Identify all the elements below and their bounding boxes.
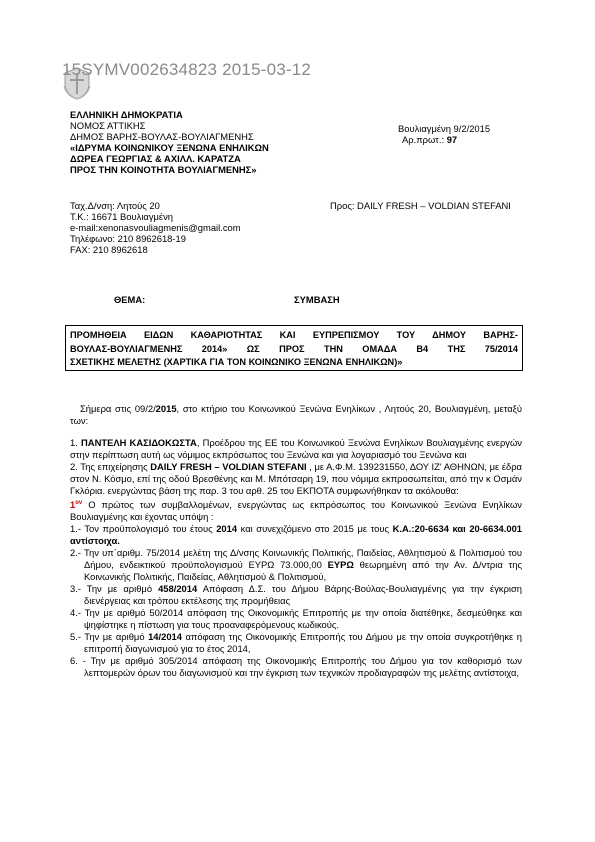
list-item: 3.- Την με αριθμό 458/2014 Απόφαση Δ.Σ. του Δήμου Βάρης-Βούλας-Βουλιαγμένης για την έγκριση διενέργειας και τρόπου εκτέλεσης της προμήθειας [70, 583, 522, 607]
email-line: e-mail:xenonasvouliagmenis@gmail.com [70, 222, 241, 233]
date-protocol [398, 123, 490, 145]
header-line: ΔΩΡΕΑ ΓΕΩΡΓΙΑΣ & ΑΧΙΛΛ. ΚΑΡΑΤΖΑ [70, 153, 241, 164]
sender-header [70, 109, 269, 175]
first-party-clause: $1^{o\nu}$ Ο πρώτος των συμβαλλομένων, ενεργώντας ως εκπρόσωπος του Κοινωνικού Ξενώνα Ενηλίκων Βουλιαγμένης και έχοντας υπόψη : [70, 499, 522, 523]
address-line: Ταχ.Δ/νση: Λητούς 20 [70, 200, 160, 211]
party-one: 1. ΠΑΝΤΕΛΗ ΚΑΣΙΔΟΚΩΣΤΑ, Προέδρου της ΕΕ του Κοινωνικού Ξενώνα Ενηλίκων Βουλιαγμένης ενεργών στην περίπτωση αυτή ως νόμιμος εκπρόσωπος του Ξενώνα και για λογαριασμό του Ξενώνα και [70, 437, 522, 460]
header-line: «ΙΔΡΥΜΑ ΚΟΙΝΩΝΙΚΟΥ ΞΕΝΩΝΑ ΕΝΗΛΙΚΩΝ [70, 142, 269, 153]
list-item: 1.- Τον προϋπολογισμό του έτους 2014 και συνεχιζόμενο στο 2015 με τους Κ.Α.:20-6634 και 20-6634.001 αντίστοιχα. [70, 523, 522, 547]
subject-value: ΣΥΜΒΑΣΗ [294, 294, 340, 305]
fax-line: FAX: 210 8962618 [70, 244, 148, 255]
list-item: 6. - Την με αριθμό 305/2014 απόφαση της Οικονομικής Επιτροπής του Δήμου για τον καθορισμό των λεπτομερών όρων του διαγωνισμού και την έγκριση των τεχνικών προδιαγραφών της μελέτης αντίστοιχα, [70, 655, 522, 679]
address-block [70, 200, 241, 255]
intro-paragraph: Σήμερα στις 09/2/2015, στο κτήριο του Κοινωνικού Ξενώνα Ενηλίκων , Λητούς 20, Βουλιαγμένη, μεταξύ των: [70, 403, 522, 426]
header-line: ΕΛΛΗΝΙΚΗ ΔΗΜΟΚΡΑΤΙΑ [70, 109, 183, 120]
title-line: ΣΧΕΤΙΚΗΣ ΜΕΛΕΤΗΣ (ΧΑΡΤΙΚΑ ΓΙΑ ΤΟΝ ΚΟΙΝΩΝΙΚΟ ΞΕΝΩΝΑ ΕΝΗΛΙΚΩΝ)» [70, 357, 403, 367]
document-date: Βουλιαγμένη 9/2/2015 [398, 123, 491, 134]
header-line: ΔΗΜΟΣ ΒΑΡΗΣ-ΒΟΥΛΑΣ-ΒΟΥΛΙΑΓΜΕΝΗΣ [70, 131, 254, 142]
recipient: Προς: DAILY FRESH – VOLDIAN STEFANI [330, 200, 511, 211]
title-line: ΒΟΥΛΑΣ-ΒΟΥΛΙΑΓΜΕΝΗΣ 2014» ΩΣ ΠΡΟΣ ΤΗΝ ΟΜΑΔΑ Β4 ΤΗΣ 75/2014 [70, 343, 518, 354]
address-line: Τ.Κ.: 16671 Βουλιαγμένη [70, 211, 173, 222]
document-watermark: 15SYMV002634823 2015-03-12 [62, 60, 312, 79]
protocol-number: 97 [446, 134, 458, 145]
title-line: ΠΡΟΜΗΘΕΙΑ ΕΙΔΩΝ ΚΑΘΑΡΙΟΤΗΤΑΣ ΚΑΙ ΕΥΠΡΕΠΙΣΜΟΥ ΤΟΥ ΔΗΜΟΥ ΒΑΡΗΣ- [70, 330, 518, 340]
list-item: 2.- Την υπ΄αριθμ. 75/2014 μελέτη της Δ/νσης Κοινωνικής Πολιτικής, Παιδείας, Αθλητισμού & Πολιτισμού του Δήμου, ενδεικτικού προϋπολογισμού ΕΥΡΩ 73.000,00 ΕΥΡΩ θεωρημένη από την Αν. Δ/ντρια της Κοινωνικής Πολιτικής, Παιδείας, Αθλητισμού & Πολιτισμού, [70, 547, 522, 583]
header-line: ΠΡΟΣ ΤΗΝ ΚΟΙΝΟΤΗΤΑ ΒΟΥΛΙΑΓΜΕΝΗΣ» [70, 164, 257, 175]
protocol-line [398, 134, 490, 145]
contract-title-box [65, 325, 523, 371]
header-line: ΝΟΜΟΣ ΑΤΤΙΚΗΣ [70, 120, 146, 131]
list-item: 4.- Την με αριθμό 50/2014 απόφαση της Οικονομικής Επιτροπής με την οποία διατέθηκε, δεσμεύθηκε και ψηφίστηκε η πίστωση για τους προαναφερόμενους κωδικούς. [70, 607, 522, 631]
party-two: 2. Της επιχείρησης DAILY FRESH – VOLDIAN STEFANI , με Α.Φ.Μ. 139231550, ΔΟΥ ΙΖ' ΑΘΗΝΩΝ, με έδρα στον Ν. Κόσμο, επί της οδού Βρεσθένης και Μ. Μπότσαρη 19, που νόμιμα εκπροσωπείται, από την κ Οσμάν Γκλόρια. ενεργώντας βάση της παρ. 3 του αρθ. 25 του ΕΚΠΟΤΑ συμφωνήθηκαν τα ακόλουθα: [70, 461, 522, 496]
contract-body [70, 403, 522, 679]
phone-line: Τηλέφωνο: 210 8962618-19 [70, 233, 186, 244]
subject-label: ΘΕΜΑ: [114, 294, 146, 305]
list-item: 5.- Την με αριθμό 14/2014 απόφαση της Οικονομικής Επιτροπής του Δήμου με την οποία συγκροτήθηκε η επιτροπή διαγωνισμού για το έτος 2014, [70, 631, 522, 655]
protocol-label: Αρ.πρωτ.: [402, 134, 445, 145]
